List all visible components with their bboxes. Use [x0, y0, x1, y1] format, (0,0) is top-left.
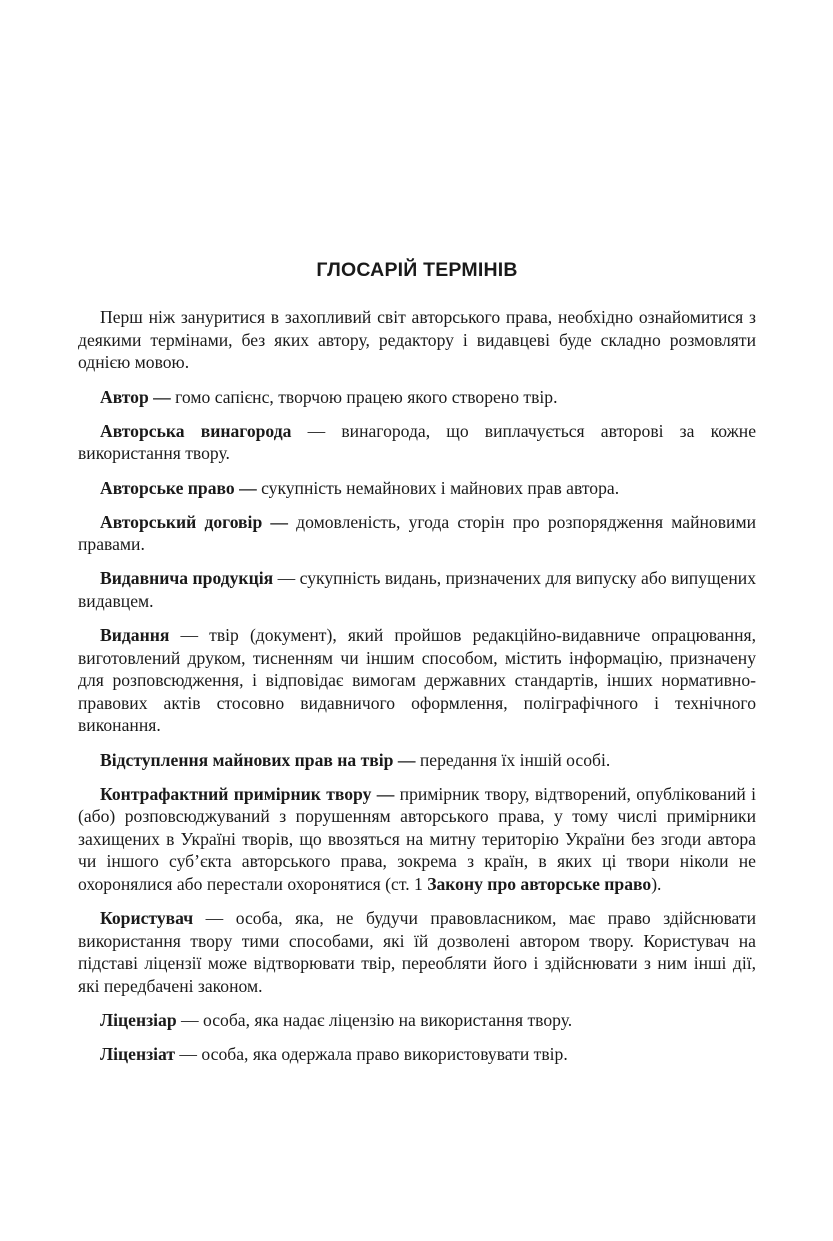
entry-term: Користувач	[100, 908, 194, 929]
glossary-entry	[78, 1043, 756, 1066]
entry-dash: —	[371, 783, 400, 804]
entry-term: Видання	[100, 625, 170, 646]
entry-term: Відступлення майнових прав на твір	[100, 749, 394, 770]
page-title: ГЛОСАРІЙ ТЕРМІНІВ	[316, 259, 518, 281]
glossary-entry	[78, 511, 756, 556]
entry-definition: гомо сапієнс, творчою працею якого створено твір.	[175, 386, 558, 407]
entry-definition: особа, яка, не будучи правовласником, має право здійснювати використання твору тими способами, які їй дозволені автором твору. Користувач на підставі ліцензії може відтворювати твір, переобляти його і здійснювати з ним інші дії, які передбачені законом.	[78, 908, 756, 996]
entry-definition: примірник твору, відтворений, опублікований і (або) розповсюджуваний з порушенням авторського права, у тому числі примірники захищених в Україні творів, що ввозяться на митну територію України без згоди автора чи іншого суб’єкта авторського права, зокрема з країн, в яких ці твори ніколи не охоронялися або перестали охоронятися (ст. 1	[78, 783, 756, 894]
glossary-entry	[78, 477, 756, 500]
glossary-entry	[78, 624, 756, 737]
entry-definition: сукупність немайнових і майнових прав автора.	[261, 477, 620, 498]
glossary-entry	[78, 1009, 756, 1032]
entry-term: Ліцензіар	[100, 1009, 177, 1030]
entry-dash: —	[273, 568, 300, 589]
entry-dash: —	[234, 477, 262, 498]
glossary-entry	[78, 386, 756, 409]
entry-dash: —	[169, 625, 210, 646]
entry-term: Видавнича продукція	[100, 568, 274, 589]
entry-term: Авторська винагорода	[100, 420, 292, 441]
glossary-entry	[78, 907, 756, 997]
entry-term: Авторський договір	[100, 511, 263, 532]
entry-dash: —	[193, 908, 236, 929]
entry-definition: сукупність видань, призначених для випуску або випущених видавцем.	[78, 568, 756, 611]
entry-term: Автор	[100, 386, 149, 407]
glossary-entry	[78, 783, 756, 896]
entry-dash: —	[176, 1009, 204, 1030]
entry-definition: особа, яка одержала право використовувати твір.	[201, 1044, 568, 1065]
law-reference: Закону про авторське право	[427, 873, 652, 894]
entry-definition: твір (документ), який пройшов редакційно-видавниче опрацювання, виготовлений друком, тисненням чи іншим способом, містить інформацію, призначену для розповсюдження, і відповідає вимогам державних стандартів, інших нормативно-правових актів стосовно видавничого оформлення, поліграфічного і технічного виконання.	[78, 625, 756, 736]
entry-definition: домовленість, угода сторін про розпорядження майновими правами.	[78, 511, 757, 555]
entry-term: Ліцензіат	[100, 1044, 176, 1065]
entry-term: Контрафактний примірник твору	[100, 783, 372, 804]
entry-term: Авторське право	[100, 477, 235, 498]
entry-tail: ).	[651, 873, 662, 894]
entry-dash: —	[148, 386, 176, 407]
entry-definition: особа, яка надає ліцензію на використання твору.	[203, 1009, 573, 1030]
glossary-page	[78, 258, 756, 1077]
entry-dash: —	[393, 749, 420, 770]
intro-paragraph: Перш ніж зануритися в захопливий світ авторського права, необхідно ознайомитися з деякими термінами, без яких автору, редактору і видавцеві буде складно розмовляти однією мовою.	[78, 307, 756, 373]
glossary-entry	[78, 567, 756, 612]
glossary-entry	[78, 420, 756, 465]
entry-dash: —	[291, 420, 342, 441]
entry-definition: передання їх іншій особі.	[419, 749, 611, 770]
entry-definition: винагорода, що виплачується авторові за кожне використання твору.	[78, 420, 756, 464]
glossary-entry	[78, 749, 756, 772]
entry-dash: —	[262, 511, 297, 532]
entry-dash: —	[175, 1044, 202, 1065]
